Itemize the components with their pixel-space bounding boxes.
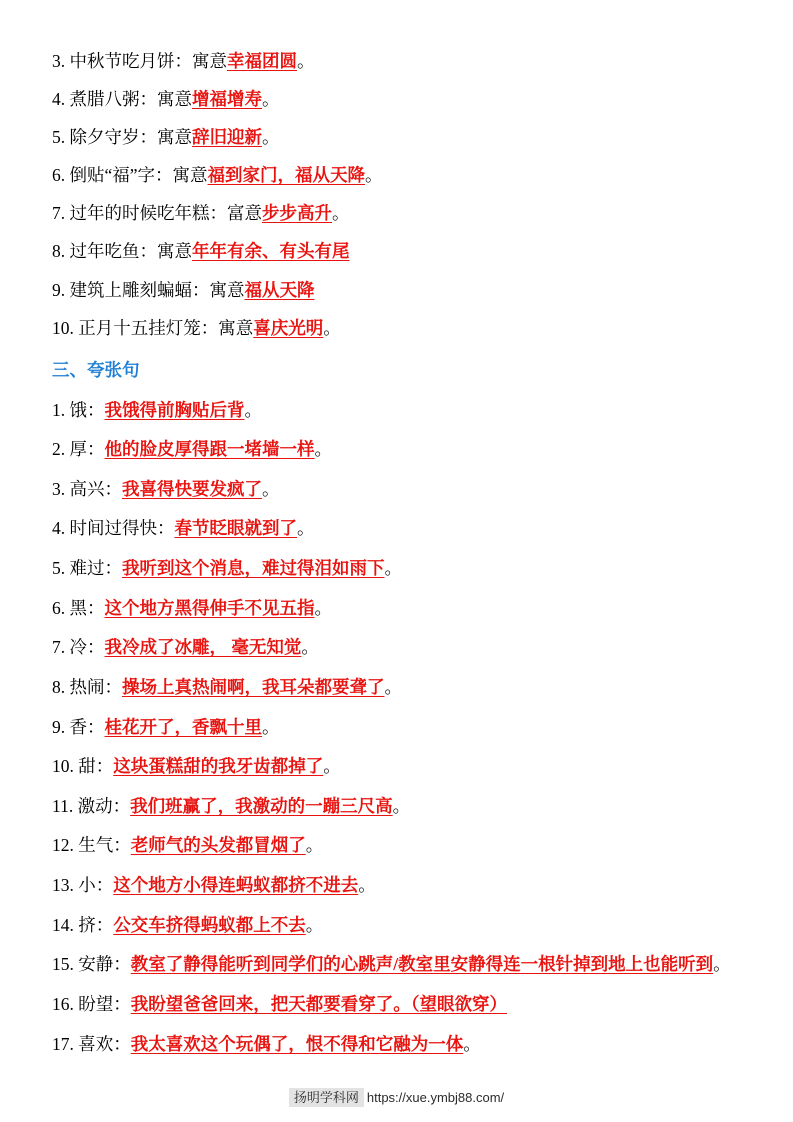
item-highlight: 年年有余、有头有尾 [192,241,350,262]
item-text: 建筑上雕刻蝙蝠：寓意 [69,279,245,300]
list-item [52,832,741,859]
item-highlight: 福到家门，福从天降 [207,165,366,186]
list-item [52,200,741,227]
exaggeration-list [52,397,741,1058]
list-item [52,991,741,1018]
item-label: 激动： [77,795,131,816]
item-tail: 。 [297,518,315,539]
list-item [52,162,741,189]
item-number: 15. [52,954,74,975]
item-label: 高兴： [69,478,122,499]
list-item [52,515,741,542]
item-number: 16. [52,993,74,1014]
item-highlight: 步步高升 [262,203,332,224]
item-text: 正月十五挂灯笼：寓意 [78,317,254,338]
item-number: 17. [52,1033,74,1054]
item-text: 倒贴“福”字：寓意 [69,165,208,186]
item-highlight: 这个地方黑得伸手不见五指 [104,597,315,618]
item-number: 4. [52,89,66,110]
item-tail: 。 [384,676,402,697]
item-highlight: 教室了静得能听到同学们的心跳声/教室里安静得连一根针掉到地上也能听到 [130,954,714,975]
item-tail: 。 [365,165,383,186]
item-label: 热闹： [69,676,122,697]
item-label: 时间过得快： [69,518,175,539]
item-highlight: 桂花开了，香飘十里 [104,716,262,737]
list-item [52,714,741,741]
item-tail: 。 [314,439,332,460]
item-tail: 。 [463,1033,481,1054]
item-number: 5. [52,127,66,148]
item-text: 中秋节吃月饼：寓意 [69,51,227,71]
item-label: 饿： [69,399,105,420]
item-label: 生气： [78,835,131,856]
item-highlight: 我冷成了冰雕， 毫无知觉 [104,637,302,658]
item-label: 挤： [78,914,114,935]
item-number: 6. [52,597,66,618]
item-number: 12. [52,835,74,856]
list-item [52,912,741,939]
list-item [52,277,741,304]
item-number: 13. [52,875,74,895]
list-item [52,951,741,978]
item-label: 小： [78,875,114,895]
item-text: 过年的时候吃年糕：富意 [69,203,262,224]
list-item [52,124,741,151]
item-text: 过年吃鱼：寓意 [69,241,192,262]
item-tail: 。 [332,203,350,224]
item-highlight: 幸福团圆 [227,51,297,71]
item-label: 盼望： [78,993,131,1014]
item-number: 8. [52,676,66,697]
item-tail: 。 [392,795,411,816]
item-label: 喜欢： [78,1033,131,1054]
meaning-list [52,48,741,341]
item-highlight: 我太喜欢这个玩偶了，恨不得和它融为一体 [130,1033,464,1054]
item-highlight: 公交车挤得蚂蚁都上不去 [113,914,306,935]
item-tail: 。 [305,835,324,856]
list-item [52,86,741,113]
item-number: 8. [52,241,66,262]
item-number: 10. [52,317,74,338]
item-highlight: 喜庆光明 [253,317,324,338]
item-tail: 。 [314,597,332,618]
item-number: 7. [52,203,66,224]
item-highlight: 这个地方小得连蚂蚁都挤不进去 [113,875,359,895]
item-highlight: 操场上真热闹啊，我耳朵都要聋了 [122,676,385,697]
item-tail: 。 [713,954,731,975]
item-text: 煮腊八粥：寓意 [69,89,192,110]
item-number: 11. [52,795,74,816]
item-number: 10. [52,756,74,777]
list-item [52,793,741,820]
list-item [52,753,741,780]
page-footer-watermark [0,1087,793,1106]
item-label: 香： [69,716,105,737]
item-label: 甜： [78,756,114,777]
item-highlight: 我喜得快要发疯了 [122,478,262,499]
item-number: 9. [52,279,66,300]
item-highlight: 辞旧迎新 [192,127,262,148]
item-highlight: 春节眨眼就到了 [174,518,297,539]
list-item [52,397,741,424]
item-number: 5. [52,558,66,578]
item-label: 厚： [69,439,105,460]
item-number: 3. [52,478,66,499]
list-item [52,238,741,265]
item-highlight: 我们班赢了，我激动的一蹦三尺高 [130,795,393,816]
item-tail: 。 [262,478,280,499]
item-highlight: 我听到这个消息，难过得泪如雨下 [122,558,385,578]
item-tail: 。 [323,756,341,777]
item-number: 4. [52,518,66,539]
item-label: 难过： [69,558,122,578]
item-tail: 。 [305,914,324,935]
list-item [52,872,741,899]
list-item [52,315,741,342]
item-tail: 。 [323,317,341,338]
list-item [52,555,741,582]
item-tail: 。 [244,399,262,420]
item-label: 冷： [69,637,105,658]
item-highlight: 福从天降 [244,279,315,300]
item-highlight: 我盼望爸爸回来，把天都要看穿了。（望眼欲穿） [130,993,507,1014]
list-item [52,1031,741,1058]
section-heading: 三、夸张句 [52,360,140,381]
item-tail: 。 [358,875,376,895]
item-tail: 。 [384,558,402,578]
item-label: 安静： [78,954,131,975]
list-item [52,674,741,701]
item-number: 6. [52,165,66,186]
list-item [52,634,741,661]
item-number: 7. [52,637,66,658]
item-highlight: 他的脸皮厚得跟一堵墙一样 [104,439,315,460]
item-number: 14. [52,914,74,935]
list-item [52,476,741,503]
item-label: 黑： [69,597,105,618]
item-highlight: 这块蛋糕甜的我牙齿都掉了 [113,756,324,777]
item-text: 除夕守岁：寓意 [69,127,192,148]
list-item [52,48,741,75]
item-tail: 。 [262,127,280,148]
watermark-url: https://xue.ymbj88.com/ [366,1090,505,1105]
item-number: 1. [52,399,66,420]
item-highlight: 我饿得前胸贴后背 [104,399,245,420]
item-number: 2. [52,439,66,460]
item-tail: 。 [301,637,319,658]
list-item [52,595,741,622]
item-tail: 。 [297,51,315,71]
item-highlight: 增福增寿 [192,89,262,110]
item-highlight: 老师气的头发都冒烟了 [130,835,306,856]
item-tail: 。 [262,716,280,737]
item-tail: 。 [262,89,280,110]
watermark-site-name: 扬明学科网 [289,1088,364,1107]
item-number: 3. [52,51,66,71]
item-number: 9. [52,716,66,737]
list-item [52,436,741,463]
